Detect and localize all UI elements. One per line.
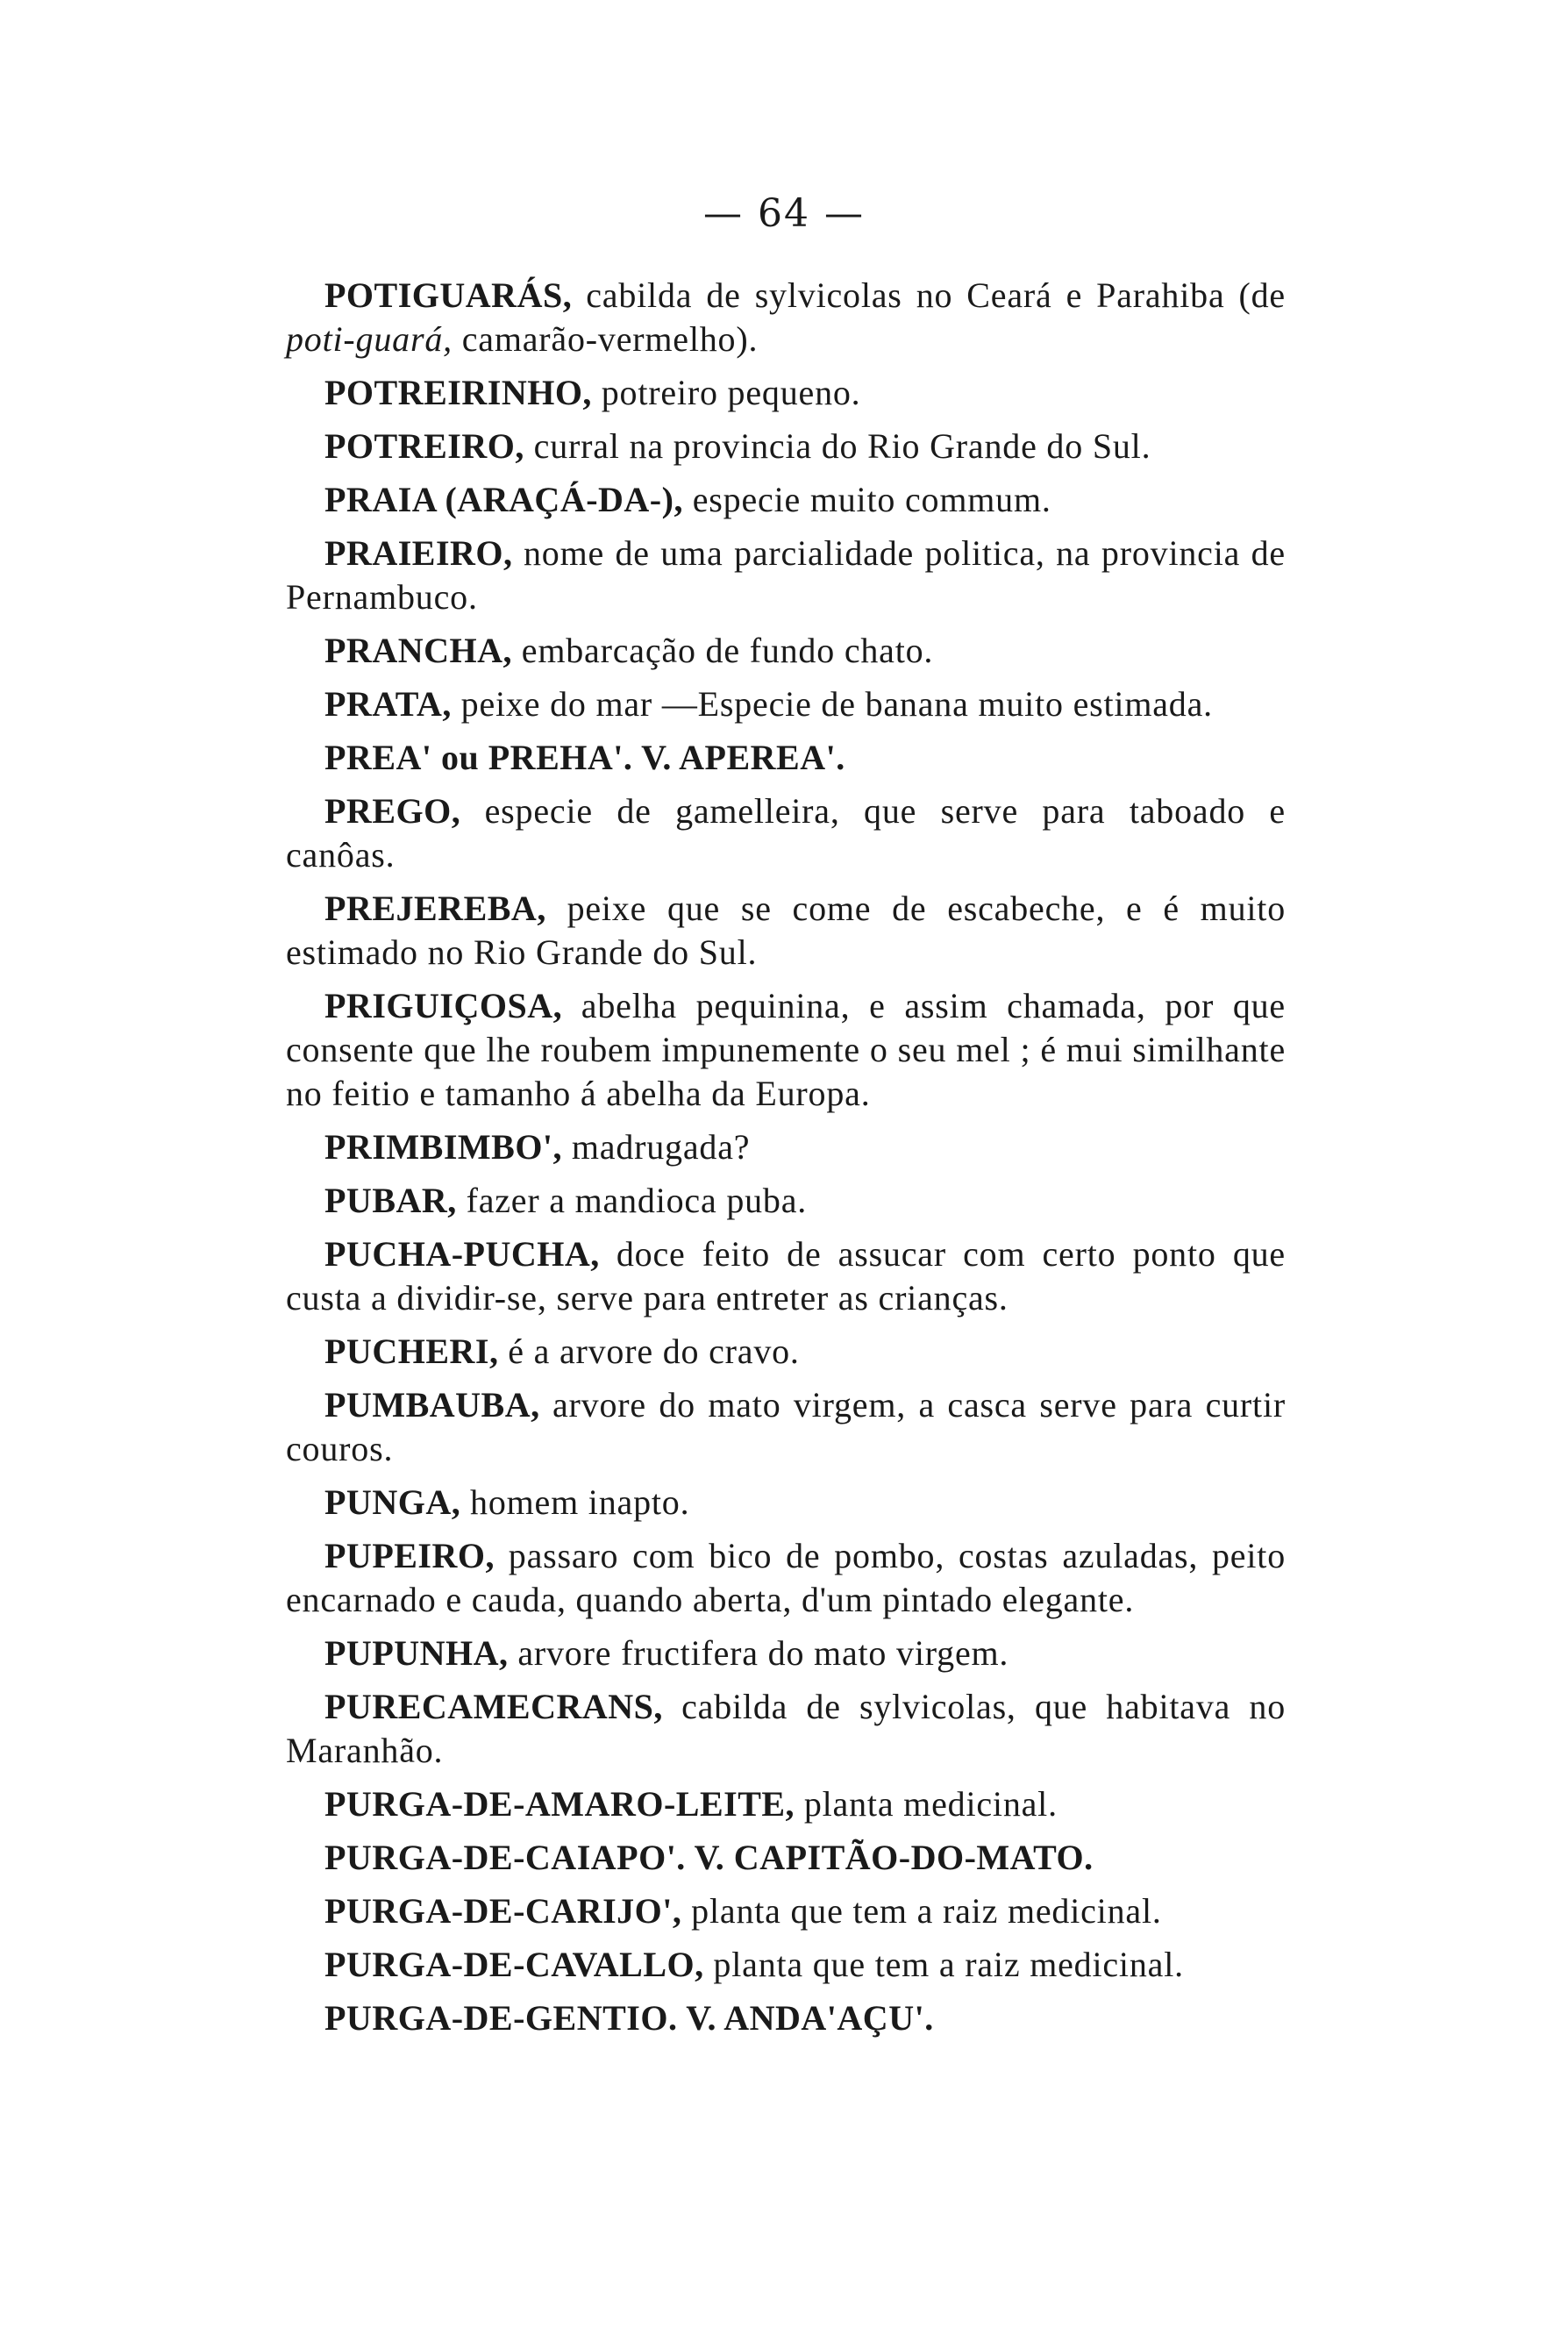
entry-definition bbox=[592, 373, 861, 412]
entry-headword: PRIMBIMBO', bbox=[324, 1127, 563, 1167]
definition-text: peixe que se come de escabeche, e é muito estimado no Rio Grande do Sul. bbox=[286, 889, 1286, 972]
definition-text: planta medicinal. bbox=[795, 1784, 1058, 1824]
dictionary-entry bbox=[286, 1534, 1286, 1622]
dictionary-entry bbox=[286, 1330, 1286, 1374]
dictionary-entry bbox=[286, 984, 1286, 1116]
dictionary-entry bbox=[286, 274, 1286, 361]
dictionary-entry bbox=[286, 1125, 1286, 1169]
definition-text: arvore fructifera do mato virgem. bbox=[508, 1633, 1009, 1673]
entry-headword: PREA' ou PREHA'. V. APEREA'. bbox=[324, 738, 845, 777]
dictionary-entries bbox=[286, 274, 1286, 2050]
entry-headword: PUBAR, bbox=[324, 1181, 457, 1220]
definition-text: especie de gamelleira, que serve para taboado e canôas. bbox=[286, 791, 1286, 875]
dictionary-entry bbox=[286, 1685, 1286, 1773]
definition-text: peixe do mar —Especie de banana muito estimada. bbox=[451, 684, 1213, 724]
definition-text: planta que tem a raiz medicinal. bbox=[681, 1891, 1162, 1931]
entry-headword: PRANCHA, bbox=[324, 631, 512, 670]
entry-headword: PREGO, bbox=[324, 791, 461, 831]
entry-definition bbox=[562, 1127, 750, 1167]
dictionary-entry bbox=[286, 1889, 1286, 1933]
entry-definition bbox=[457, 1181, 807, 1220]
entry-headword: PREJEREBA, bbox=[324, 889, 546, 928]
definition-text: especie muito commum. bbox=[682, 480, 1051, 519]
dictionary-entry bbox=[286, 629, 1286, 673]
entry-headword: PURGA-DE-AMARO-LEITE, bbox=[324, 1784, 795, 1824]
dictionary-entry bbox=[286, 736, 1286, 780]
dictionary-entry bbox=[286, 1383, 1286, 1471]
definition-text: passaro com bico de pombo, costas azuladas, peito encarnado e cauda, quando aberta, d'um pintado elegante. bbox=[286, 1536, 1286, 1619]
dictionary-entry bbox=[286, 1481, 1286, 1525]
entry-headword: PUMBAUBA, bbox=[324, 1385, 540, 1425]
definition-text-continued: camarão-vermelho). bbox=[452, 319, 759, 359]
dictionary-entry bbox=[286, 1632, 1286, 1675]
definition-text: potreiro pequeno. bbox=[591, 373, 861, 412]
definition-text: abelha pequinina, e assim chamada, por que consente que lhe roubem impunemente o seu mel ; é mui similhante no feitio e tamanho á abelha da Europa. bbox=[286, 986, 1286, 1113]
entry-definition bbox=[498, 1332, 799, 1371]
dictionary-entry bbox=[286, 1782, 1286, 1826]
entry-definition bbox=[683, 480, 1051, 519]
entry-headword: PRIGUIÇOSA, bbox=[324, 986, 563, 1025]
entry-headword: PUPUNHA, bbox=[324, 1633, 509, 1673]
definition-italic-term: poti-guará, bbox=[286, 319, 453, 359]
entry-headword: PUCHERI, bbox=[324, 1332, 499, 1371]
definition-text: cabilda de sylvicolas no Ceará e Parahiba (de bbox=[572, 275, 1286, 315]
entry-headword: PUNGA, bbox=[324, 1482, 461, 1522]
definition-text: cabilda de sylvicolas, que habitava no Maranhão. bbox=[286, 1687, 1286, 1770]
entry-headword: PURGA-DE-CARIJO', bbox=[324, 1891, 682, 1931]
dictionary-entry bbox=[286, 887, 1286, 975]
entry-definition bbox=[509, 1633, 1009, 1673]
entry-headword: POTREIRINHO, bbox=[324, 373, 592, 412]
dictionary-entry bbox=[286, 1836, 1286, 1880]
entry-headword: POTREIRO, bbox=[324, 426, 524, 466]
definition-text: embarcação de fundo chato. bbox=[511, 631, 934, 670]
dictionary-entry bbox=[286, 1232, 1286, 1320]
entry-headword: POTIGUARÁS, bbox=[324, 275, 573, 315]
definition-text: nome de uma parcialidade politica, na provincia de Pernambuco. bbox=[286, 533, 1286, 617]
page-number: — 64 — bbox=[703, 191, 865, 236]
entry-headword: PURGA-DE-CAVALLO, bbox=[324, 1945, 704, 1984]
entry-definition bbox=[524, 426, 1151, 466]
definition-text: arvore do mato virgem, a casca serve para curtir couros. bbox=[286, 1385, 1286, 1468]
entry-headword: PURGA-DE-CAIAPO'. V. CAPITÃO-DO-MATO. bbox=[324, 1838, 1094, 1877]
dictionary-entry bbox=[286, 682, 1286, 726]
entry-definition bbox=[704, 1945, 1184, 1984]
entry-headword: PURECAMECRANS, bbox=[324, 1687, 663, 1726]
dictionary-entry bbox=[286, 1996, 1286, 2040]
entry-headword: PRAIA (ARAÇÁ-DA-), bbox=[324, 480, 683, 519]
entry-definition bbox=[681, 1891, 1161, 1931]
entry-definition bbox=[452, 684, 1213, 724]
dictionary-entry bbox=[286, 371, 1286, 415]
definition-text: homem inapto. bbox=[460, 1482, 690, 1522]
entry-headword: PUPEIRO, bbox=[324, 1536, 495, 1575]
definition-text: curral na provincia do Rio Grande do Sul. bbox=[524, 426, 1151, 466]
definition-text: madrugada? bbox=[562, 1127, 751, 1167]
entry-headword: PUCHA-PUCHA, bbox=[324, 1234, 600, 1274]
definition-text: fazer a mandioca puba. bbox=[456, 1181, 808, 1220]
entry-definition bbox=[795, 1784, 1058, 1824]
entry-headword: PRAIEIRO, bbox=[324, 533, 513, 573]
entry-definition bbox=[512, 631, 933, 670]
definition-text: é a arvore do cravo. bbox=[498, 1332, 800, 1371]
dictionary-entry bbox=[286, 532, 1286, 619]
dictionary-entry bbox=[286, 1179, 1286, 1223]
dictionary-entry bbox=[286, 789, 1286, 877]
dictionary-entry bbox=[286, 425, 1286, 468]
entry-headword: PURGA-DE-GENTIO. V. ANDA'AÇU'. bbox=[324, 1998, 934, 2038]
entry-headword: PRATA, bbox=[324, 684, 452, 724]
definition-text: doce feito de assucar com certo ponto que custa a dividir-se, serve para entreter as crianças. bbox=[286, 1234, 1286, 1317]
definition-text: planta que tem a raiz medicinal. bbox=[703, 1945, 1184, 1984]
dictionary-entry bbox=[286, 1943, 1286, 1987]
dictionary-entry bbox=[286, 478, 1286, 522]
entry-definition bbox=[460, 1482, 689, 1522]
